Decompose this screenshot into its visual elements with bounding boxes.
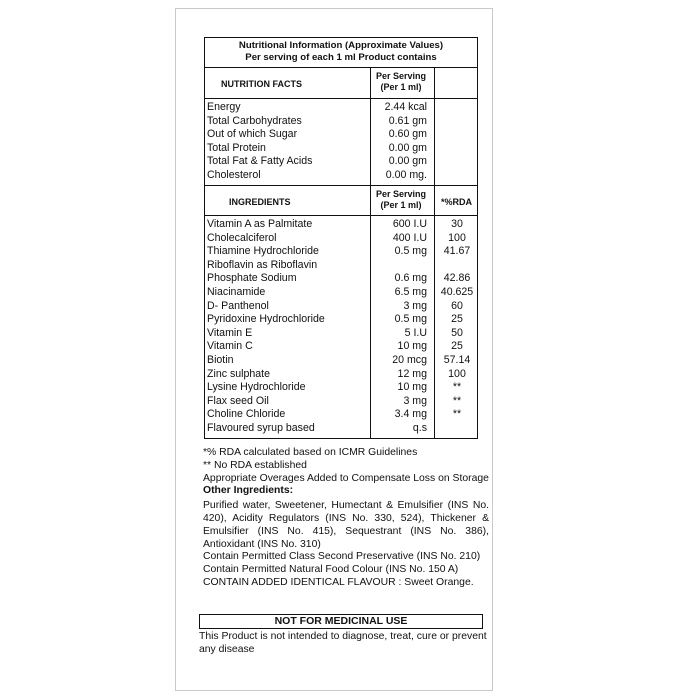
table-row — [205, 155, 477, 169]
table-row — [205, 128, 477, 142]
row-value: 0.60 gm — [388, 128, 427, 141]
divider — [205, 185, 477, 186]
table-row — [205, 368, 477, 382]
row-name: Energy — [207, 101, 241, 113]
row-name: Zinc sulphate — [207, 367, 271, 380]
table-row — [205, 340, 477, 354]
per-serving-header — [371, 71, 431, 93]
row-value: 0.6 mg — [394, 272, 427, 285]
row-name: Total Fat & Fatty Acids — [207, 155, 313, 168]
table-row — [205, 245, 477, 259]
column-divider — [434, 67, 435, 438]
row-name: Niacinamide — [207, 286, 266, 298]
row-value: 3 mg — [403, 394, 427, 407]
table-row — [205, 381, 477, 395]
table-row — [205, 286, 477, 300]
table-row — [205, 232, 477, 246]
rda-note: *% RDA calculated based on ICMR Guidelines — [203, 447, 418, 458]
table-row — [205, 115, 477, 129]
table-row — [205, 300, 477, 314]
row-value: 12 mg — [397, 367, 427, 380]
table-title: Nutritional Information (Approximate Values) — [238, 40, 444, 51]
row-value: q.s — [412, 422, 427, 434]
row-value: 600 I.U — [392, 218, 427, 230]
row-value: 0.5 mg — [394, 313, 427, 326]
row-name: Vitamin E — [207, 326, 253, 339]
per-ml-label: (Per 1 ml) — [380, 82, 422, 92]
other-ingredients-text: Purified water, Sweetener, Humectant & Emulsifier (INS No. 420), Acidity Regulators (INS No. 330, 524), Thickener & Emulsifier (INS No. 415), Sequestrant (INS No. 386), Antioxidant (INS No. 310) — [203, 500, 489, 550]
table-row — [205, 408, 477, 422]
row-rda: 41.67 — [443, 245, 471, 258]
row-value: 2.44 kcal — [384, 101, 427, 113]
row-name: Choline Chloride — [207, 408, 286, 421]
per-serving-label: Per Serving — [375, 189, 427, 199]
flavour-note: CONTAIN ADDED IDENTICAL FLAVOUR : Sweet Orange. — [203, 576, 474, 588]
row-value: 0.5 mg — [394, 245, 427, 258]
notes-section — [203, 447, 489, 590]
row-rda: 30 — [451, 218, 463, 230]
nutrition-facts-header: NUTRITION FACTS — [221, 79, 302, 89]
table-row — [205, 142, 477, 156]
row-name: Vitamin C — [207, 340, 253, 353]
row-rda: 25 — [451, 313, 463, 326]
row-name: Riboflavin as Riboflavin — [207, 258, 318, 271]
preservative-note: Contain Permitted Class Second Preservative (INS No. 210) — [203, 551, 481, 563]
per-ml-label: (Per 1 ml) — [380, 200, 422, 210]
row-rda: ** — [452, 408, 462, 421]
row-value: 400 I.U — [392, 231, 427, 244]
row-value: 10 mg — [397, 340, 427, 353]
row-name: Flavoured syrup based — [207, 422, 315, 434]
table-row — [205, 218, 477, 232]
row-name: Total Protein — [207, 141, 266, 154]
row-value: 0.61 gm — [388, 114, 427, 127]
row-value: 0.00 gm — [388, 141, 427, 154]
table-row — [205, 354, 477, 368]
table-row — [205, 101, 477, 115]
row-rda: 50 — [451, 326, 463, 339]
row-rda: 40.625 — [440, 286, 474, 298]
disclaimer: This Product is not intended to diagnose, treat, cure or prevent any disease — [199, 631, 487, 655]
row-name: Cholecalciferol — [207, 231, 277, 244]
not-for-medicinal-use-banner: NOT FOR MEDICINAL USE — [199, 614, 483, 629]
row-rda: ** — [452, 394, 462, 407]
row-value: 3.4 mg — [394, 408, 427, 421]
table-row — [205, 272, 477, 286]
column-divider — [370, 67, 371, 438]
table-row — [205, 327, 477, 341]
row-rda: 25 — [451, 340, 463, 353]
table-row — [205, 313, 477, 327]
row-value: 5 I.U — [404, 326, 427, 339]
row-name: D- Panthenol — [207, 299, 269, 312]
other-ingredients-heading: Other Ingredients: — [203, 485, 294, 497]
table-subtitle: Per serving of each 1 ml Product contains — [245, 52, 437, 63]
divider — [205, 98, 477, 99]
row-value: 10 mg — [397, 381, 427, 394]
ingredients-serving-header — [371, 189, 431, 211]
row-value: 20 mcg — [392, 354, 427, 366]
table-row — [205, 422, 477, 436]
row-name: Biotin — [207, 354, 234, 366]
row-name: Flax seed Oil — [207, 394, 269, 407]
rda-header: *%RDA — [441, 197, 473, 207]
no-rda-note: ** No RDA established — [203, 459, 307, 471]
row-name: Total Carbohydrates — [207, 114, 302, 127]
per-serving-label: Per Serving — [375, 71, 427, 81]
row-rda: 42.86 — [443, 272, 471, 285]
row-rda: 57.14 — [443, 354, 471, 366]
table-row — [205, 259, 477, 273]
colour-note: Contain Permitted Natural Food Colour (INS No. 150 A) — [203, 564, 459, 576]
row-value: 6.5 mg — [394, 286, 427, 298]
row-name: Out of which Sugar — [207, 128, 298, 141]
row-name: Thiamine Hydrochloride — [207, 245, 319, 258]
row-name: Vitamin A as Palmitate — [207, 218, 313, 230]
overages-note: Appropriate Overages Added to Compensate Loss on Storage — [203, 472, 489, 484]
row-rda: 100 — [448, 231, 466, 244]
divider — [205, 67, 477, 68]
row-name: Pyridoxine Hydrochloride — [207, 313, 325, 326]
row-rda: ** — [452, 381, 462, 394]
row-name: Cholesterol — [207, 169, 261, 181]
row-value: 0.00 gm — [388, 155, 427, 168]
row-name: Phosphate Sodium — [207, 272, 297, 285]
row-name: Lysine Hydrochloride — [207, 381, 306, 394]
row-rda: 100 — [448, 367, 466, 380]
nutrition-table — [204, 37, 478, 439]
table-row — [205, 169, 477, 183]
row-value: 3 mg — [403, 299, 427, 312]
ingredients-header: INGREDIENTS — [229, 197, 291, 207]
row-value: 0.00 mg. — [385, 169, 427, 181]
table-row — [205, 395, 477, 409]
row-rda: 60 — [451, 299, 463, 312]
divider — [205, 215, 477, 216]
